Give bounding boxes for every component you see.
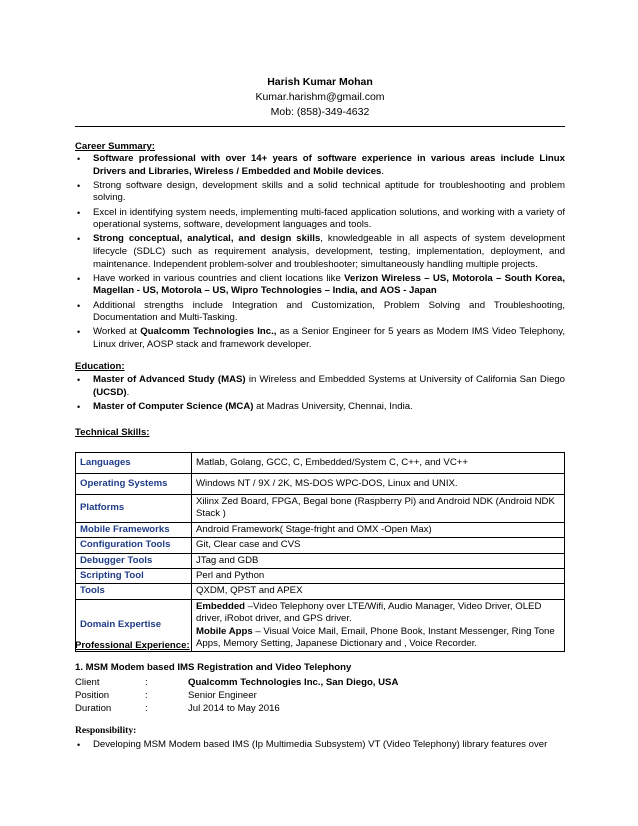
list-item-text: Master of Advanced Study (MAS) — [93, 374, 246, 385]
list-item-text: , knowledgeable in all aspects of system development lifecycle (SDLC) such as requirement analysis, development, testing, implementation, deployment, and maintenance. Independent problem-solver and troubleshooter; simultaneously handling multiple projects. — [93, 233, 565, 270]
skill-values: Android Framework( Stage-fright and OMX -Open Max) — [192, 522, 565, 537]
domain-label: Embedded — [196, 600, 246, 612]
skill-category: Languages — [76, 453, 192, 474]
skills-row — [76, 453, 565, 474]
skill-category: Domain Expertise — [76, 599, 192, 652]
list-item-text: Master of Computer Science (MCA) — [93, 400, 254, 412]
list-item-text: Software professional with over 14+ years of software experience in various areas include Linux Drivers and Libraries, Wireless / Embedded and Mobile devices — [93, 153, 565, 177]
bullet-icon: • — [77, 180, 81, 191]
list-item-text: Strong software design, development skills and a solid technical aptitude for troubleshooting and problem solving. — [93, 179, 565, 204]
list-item — [75, 233, 565, 271]
skills-row — [76, 474, 565, 495]
list-item-text: Excel in identifying system needs, implementing multi-faced application solutions, and working with a variety of operational systems, software, development languages and tools. — [93, 206, 565, 231]
technical-skills-title: Technical Skills: — [75, 427, 150, 438]
skill-values — [192, 599, 565, 652]
list-item — [75, 273, 565, 298]
list-item — [75, 153, 565, 178]
list-item-text: Strong conceptual, analytical, and design skills — [93, 233, 321, 245]
career-summary-title: Career Summary: — [75, 141, 155, 152]
list-item — [75, 207, 565, 232]
skills-table — [75, 452, 565, 652]
domain-embedded — [196, 601, 560, 626]
list-item-text: Additional strengths include Integration and Customization, Problem Solving and Troubleshooting, Documentation and Multi-Tasking. — [93, 299, 565, 324]
skill-values: Windows NT / 9X / 2K, MS-DOS WPC-DOS, Linux and UNIX. — [192, 474, 565, 495]
list-item-text: . — [381, 165, 385, 177]
skills-row — [76, 495, 565, 523]
list-item-text: (UCSD) — [93, 386, 127, 398]
list-item-text: Worked at — [93, 326, 141, 338]
list-item — [75, 300, 565, 325]
skills-row — [76, 569, 565, 584]
header-divider — [75, 126, 565, 127]
skills-row — [76, 584, 565, 599]
education-title: Education: — [75, 361, 125, 372]
duration-colon: : — [145, 703, 148, 714]
list-item — [75, 401, 565, 414]
job-title: 1. MSM Modem based IMS Registration and Video Telephony — [75, 662, 352, 673]
domain-text: –Video Telephony over LTE/Wifi, Audio Manager, Video Driver, OLED driver, iRobot driver, and GPS driver. — [196, 600, 542, 625]
skills-row — [76, 522, 565, 537]
bullet-icon: • — [77, 234, 81, 245]
education-list — [75, 374, 565, 415]
candidate-email: Kumar.harishm@gmail.com — [255, 91, 385, 103]
list-item — [75, 180, 565, 205]
career-summary-list — [75, 153, 565, 353]
skill-values: Xilinx Zed Board, FPGA, Begal bone (Raspberry Pi) and Android NDK (Android NDK Stack ) — [192, 495, 565, 523]
list-item — [75, 326, 565, 351]
duration-row — [75, 702, 565, 715]
responsibility-title: Responsibility: — [75, 725, 137, 736]
domain-text: – Visual Voice Mail, Email, Phone Book, Instant Messenger, Ring Tone Apps, Memory Setting, Japanese Dictionary and , Voice Recorder. — [196, 625, 555, 650]
skill-category: Configuration Tools — [76, 538, 192, 553]
client-colon: : — [145, 677, 148, 688]
bullet-icon: • — [77, 207, 81, 218]
skill-category: Mobile Frameworks — [76, 522, 192, 537]
position-row — [75, 689, 565, 702]
domain-label: Mobile Apps — [196, 625, 253, 637]
skill-values: JTag and GDB — [192, 553, 565, 568]
bullet-icon: • — [77, 300, 81, 311]
list-item-text: at Madras University, Chennai, India. — [253, 400, 413, 412]
skills-row — [76, 553, 565, 568]
skill-values: QXDM, QPST and APEX — [192, 584, 565, 599]
list-item-text: Qualcomm Technologies Inc., — [140, 326, 277, 338]
list-item-text: Developing MSM Modem based IMS (Ip Multimedia Subsystem) VT (Video Telephony) library features over — [93, 739, 548, 750]
list-item-text: Verizon Wireless – US, Motorola – South Korea, Magellan - US, Motorola – US, Wipro Technologies – India, and AOS - Japan — [93, 272, 566, 297]
skill-category: Debugger Tools — [76, 553, 192, 568]
skills-row — [76, 538, 565, 553]
skill-category: Platforms — [76, 495, 192, 523]
candidate-name: Harish Kumar Mohan — [267, 76, 373, 88]
skill-category: Scripting Tool — [76, 569, 192, 584]
skill-values: Git, Clear case and CVS — [192, 538, 565, 553]
list-item-text: as a Senior Engineer for 5 years as Modem IMS Video Telephony, Linux driver, AOSP stack and framework developer. — [93, 326, 565, 350]
position-colon: : — [145, 690, 148, 701]
resume-header — [75, 75, 565, 120]
bullet-icon: • — [77, 273, 81, 284]
list-item — [75, 739, 565, 752]
duration-value: Jul 2014 to May 2016 — [188, 703, 280, 714]
position-value: Senior Engineer — [188, 690, 257, 701]
skill-values: Matlab, Golang, GCC, C, Embedded/System C, C++, and VC++ — [192, 453, 565, 474]
candidate-phone: Mob: (858)-349-4632 — [270, 106, 370, 118]
domain-mobile-apps — [196, 626, 560, 651]
bullet-icon: • — [77, 401, 81, 412]
bullet-icon: • — [77, 327, 81, 338]
list-item-text: in Wireless and Embedded Systems at University of California San Diego — [245, 374, 565, 385]
client-value: Qualcomm Technologies Inc., San Diego, USA — [188, 677, 399, 688]
bullet-icon: • — [77, 375, 81, 385]
list-item — [75, 374, 565, 399]
professional-experience-title: Professional Experience: — [75, 640, 190, 651]
bullet-icon: • — [77, 740, 81, 750]
skill-values: Perl and Python — [192, 569, 565, 584]
responsibility-list — [75, 739, 565, 753]
skill-category: Tools — [76, 584, 192, 599]
bullet-icon: • — [77, 154, 81, 164]
client-label: Client — [75, 677, 100, 688]
list-item-text: . — [126, 386, 130, 398]
duration-label: Duration — [75, 703, 112, 714]
skill-category: Operating Systems — [76, 474, 192, 495]
client-row — [75, 676, 565, 689]
position-label: Position — [75, 690, 110, 701]
list-item-text: Have worked in various countries and client locations like — [93, 272, 345, 284]
